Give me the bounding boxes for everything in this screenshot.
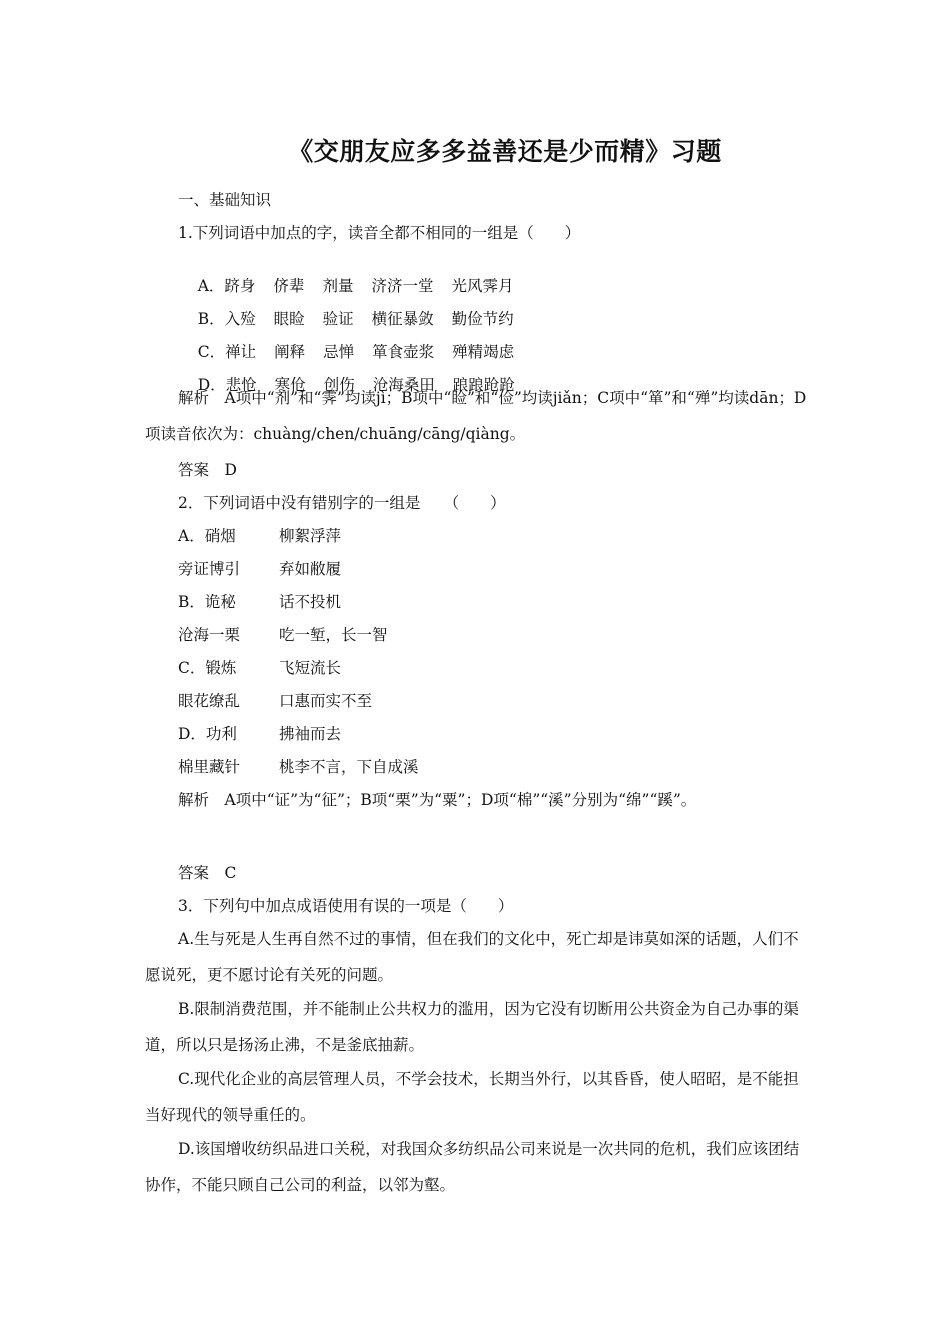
- section-heading: 一、基础知识: [178, 191, 272, 209]
- q3-option-b: B.限制消费范围，并不能制止公共权力的滥用，因为它没有切断用公共资金为自己办事的渠道，所以只是扬汤止沸，不是釜底抽薪。: [145, 1000, 799, 1054]
- q1-option-c: C．禅让 阐释 忌惮 箪食壶浆 殚精竭虑: [197, 343, 515, 361]
- q2-row-col2: 飞短流长: [279, 659, 342, 677]
- q1-analysis: 解析 A项中“剂”和“霁”均读jì；B项中“睑”和“俭”均读jiǎn；C项中“箪”和“殚”均读dān；D项读音依次为：chuàng/chen/chuāng/cāng/qiàng。: [145, 389, 807, 443]
- q2-answer: 答案 C: [178, 864, 237, 882]
- q2-row: 棉里藏针: [178, 758, 241, 776]
- q3-option-c: C.现代化企业的高层管理人员，不学会技术，长期当外行，以其昏昏，使人昭昭，是不能担当好现代的领导重任的。: [145, 1070, 799, 1124]
- q3-stem: 3．下列句中加点成语使用有误的一项是（ ）: [178, 897, 514, 915]
- q3-option-d: D.该国增收纺织品进口关税，对我国众多纺织品公司来说是一次共同的危机，我们应该团结协作，不能只顾自己公司的利益，以邻为壑。: [145, 1140, 800, 1194]
- q2-row-col2: 柳絮浮萍: [279, 527, 342, 545]
- q2-row-col2: 吃一堑，长一智: [279, 626, 388, 644]
- q1-stem: 1.下列词语中加点的字，读音全都不相同的一组是（ ）: [178, 224, 581, 242]
- q2-row: A．硝烟: [178, 527, 236, 545]
- q1-option-a: A．跻身 侪辈 剂量 济济一堂 光风霁月: [197, 277, 514, 295]
- q2-row: 沧海一栗: [178, 626, 241, 644]
- q2-row: B．诡秘: [178, 593, 236, 611]
- q2-stem: 2．下列词语中没有错别字的一组是 （ ）: [178, 494, 506, 512]
- q2-row-col2: 桃李不言，下自成溪: [279, 758, 419, 776]
- page-title: 《交朋友应多多益善还是少而精》习题: [288, 137, 722, 166]
- q2-row-col2: 弃如敝履: [279, 560, 342, 578]
- q2-row: C．锻炼: [178, 659, 237, 677]
- q2-row-col2: 口惠而实不至: [279, 692, 373, 710]
- q2-analysis: 解析 A项中“证”为“征”；B项“栗”为“粟”；D项“棉”“溪”分别为“绵”“蹊”。: [178, 791, 697, 809]
- q1-answer: 答案 D: [178, 461, 237, 479]
- q2-row: 旁证博引: [178, 560, 241, 578]
- q1-option-b: B．入殓 眼睑 验证 横征暴敛 勤俭节约: [197, 310, 514, 328]
- q2-row: D．功利: [178, 725, 237, 743]
- q2-row: 眼花缭乱: [178, 692, 241, 710]
- q3-option-a: A.生与死是人生再自然不过的事情，但在我们的文化中，死亡却是讳莫如深的话题，人们不愿说死，更不愿讨论有关死的问题。: [145, 930, 799, 984]
- q2-row-col2: 拂袖而去: [279, 725, 342, 743]
- q2-row-col2: 话不投机: [279, 593, 342, 611]
- q1-option-d: D．悲怆 寒伧 创伤 沧海桑田 踉踉跄跄: [197, 376, 515, 394]
